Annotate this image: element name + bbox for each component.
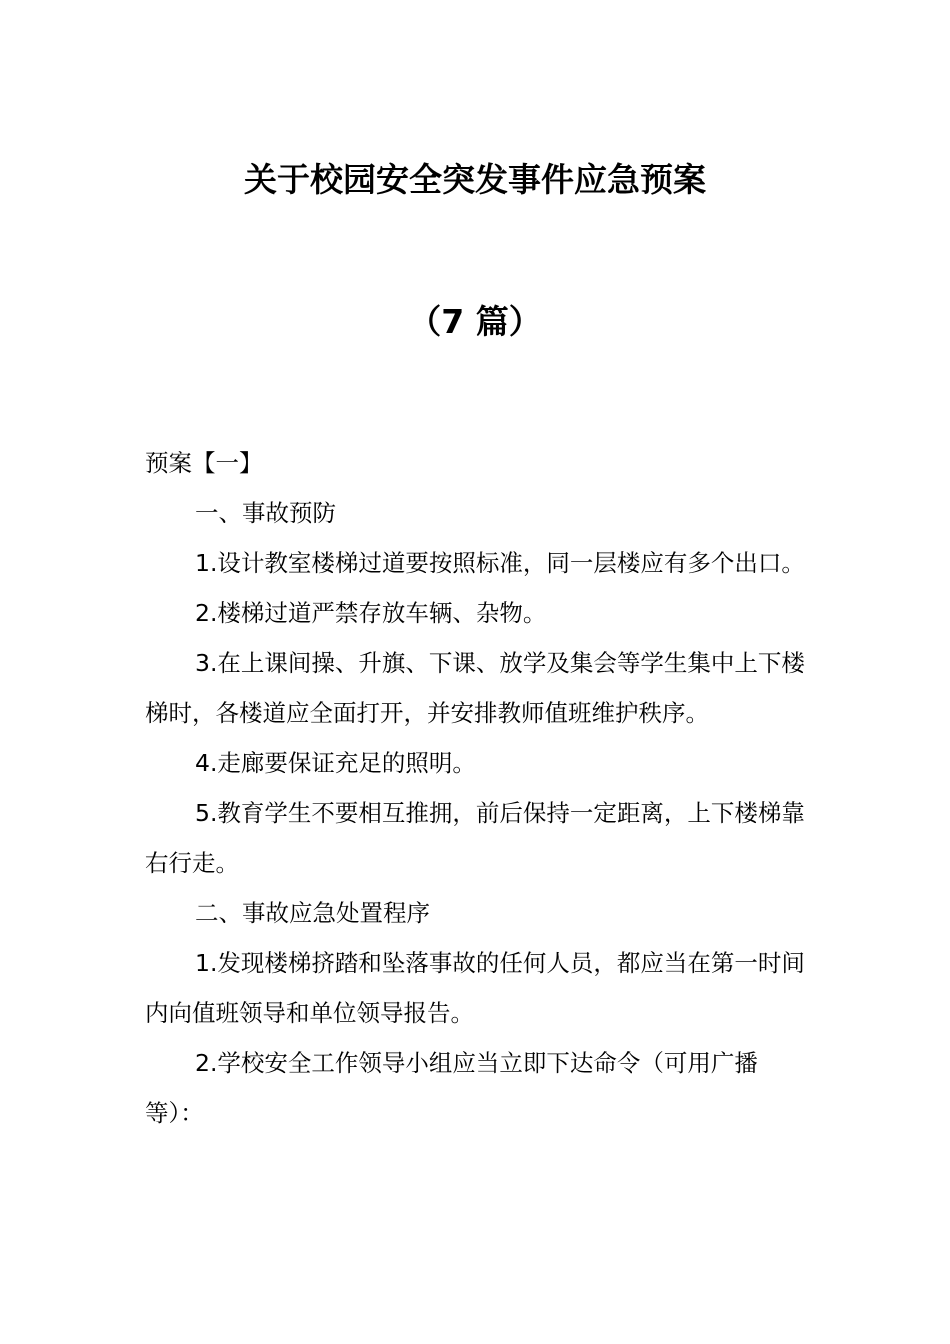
paragraph: 4.走廊要保证充足的照明。 bbox=[195, 749, 476, 777]
paragraph: 1.设计教室楼梯过道要按照标准，同一层楼应有多个出口。 bbox=[195, 549, 805, 577]
section-label: 预案【一】 bbox=[145, 449, 263, 477]
document-body bbox=[145, 438, 810, 1138]
paragraph: 3.在上课间操、升旗、下课、放学及集会等学生集中上下楼梯时，各楼道应全面打开，并安排教师值班维护秩序。 bbox=[145, 649, 805, 727]
document-subtitle: （7 篇） bbox=[408, 302, 542, 341]
paragraph: 2.学校安全工作领导小组应当立即下达命令（可用广播等）： bbox=[145, 1049, 758, 1127]
heading-emergency-procedure: 二、事故应急处置程序 bbox=[195, 899, 430, 927]
paragraph: 5.教育学生不要相互推拥，前后保持一定距离，上下楼梯靠右行走。 bbox=[145, 799, 805, 877]
paragraph: 2.楼梯过道严禁存放车辆、杂物。 bbox=[195, 599, 547, 627]
paragraph: 1.发现楼梯挤踏和坠落事故的任何人员，都应当在第一时间内向值班领导和单位领导报告。 bbox=[145, 949, 805, 1027]
heading-accident-prevention: 一、事故预防 bbox=[195, 499, 336, 527]
document-title: 关于校园安全突发事件应急预案 bbox=[244, 160, 706, 199]
